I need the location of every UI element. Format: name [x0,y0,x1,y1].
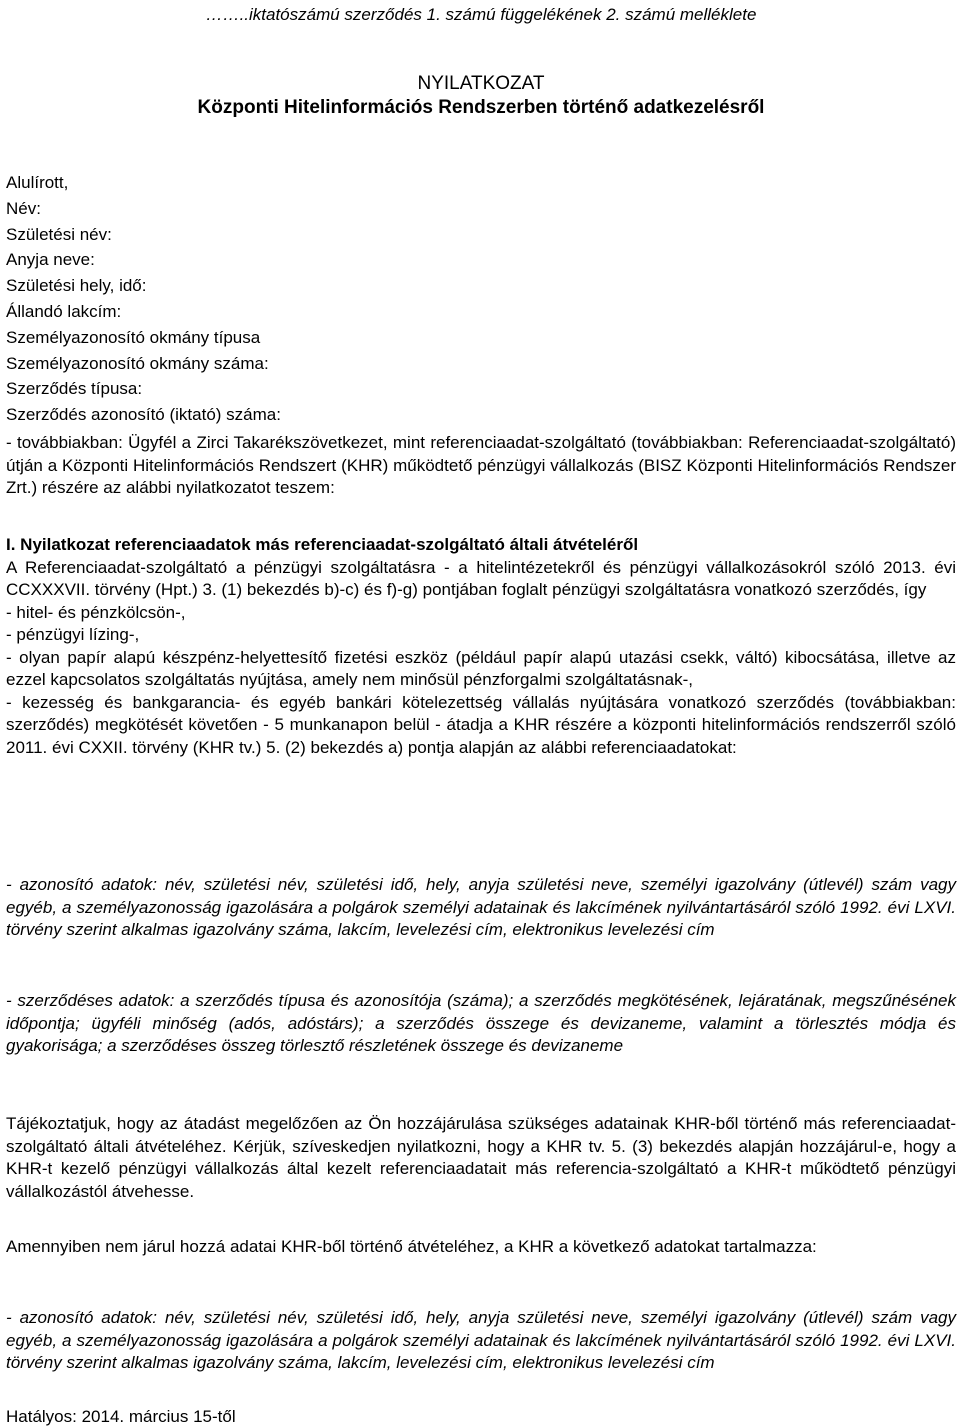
effective-date: Hatályos: 2014. március 15-től [6,1407,236,1426]
section-1-title: I. Nyilatkozat referenciaadatok más referenciaadat-szolgáltató általi átvételéről [6,535,639,554]
info-paragraph: Tájékoztatjuk, hogy az átadást megelőzően az Ön hozzájárulása szükséges adatainak KHR-ből történő más referenciaadat-szolgáltató általi átvételéhez. Kérjük, szíveskedjen nyilatkozni, hogy a KHR tv. 5. (3) bekezdés alapján hozzájárul-e, hogy a KHR-t kezelő pénzügyi vállalkozás által kezelt referenciaadatait más referencia-szolgáltató a KHR-t működtető pénzügyi vállalkozástól átvehesse. [6,1114,956,1201]
personal-data-fields [6,170,281,428]
field-label: Születési hely, idő: [6,276,147,296]
section-1-item: - olyan papír alapú készpénz-helyettesítő fizetési eszköz (például papír alapú utazási csekk, váltó) kibocsátása, illetve az ezzel kapcsolatos szolgáltatás nyújtása, amely nem minősül pénzforgalmi szolgáltatásnak-, [6,647,956,689]
field-label: Alulírott, [6,173,69,192]
contract-data-item: - szerződéses adatok: a szerződés típusa és azonosítója (száma); a szerződés megkötésének, lejáratának, megszűnésének időpontja; ügyféli minőség (adós, adóstárs); a szerződés összege és devizaneme, valamint a törlesztés módja és gyakorisága; a szerződéses összeg törlesztő részletének összege és devizaneme [6,991,956,1055]
intro-paragraph: - továbbiakban: Ügyfél a Zirci Takarékszövetkezet, mint referenciaadat-szolgáltató (továbbiakban: Referenciaadat-szolgáltató) útján a Központi Hitelinformációs Rendszert (KHR) működtető pénzügyi vállalkozás (BISZ Központi Hitelinformációs Rendszer Zrt.) részére az alábbi nyilatkozatot teszem: [6,433,956,497]
identification-data-item: - azonosító adatok: név, születési név, születési idő, hely, anyja születési neve, személyi igazolvány (útlevél) szám vagy egyéb, a személyazonosság igazolására a polgárok személyi adatainak és lakcímének nyilvántartásáról szóló 1992. évi LXVI. törvény szerint alkalmas igazolvány száma, lakcím, levelezési cím, elektronikus levelezési cím [6,875,956,939]
field-label: Személyazonosító okmány típusa [6,327,261,347]
title-line-1: NYILATKOZAT [417,73,545,94]
title-line-2: Központi Hitelinformációs Rendszerben történő adatkezelésről [197,97,765,118]
field-label: Szerződés típusa: [6,379,143,399]
section-1-item: - kezesség és bankgarancia- és egyéb bankári kötelezettség vállalás nyújtására vonatkozó szerződés (továbbiakban: szerződés) megkötését követően - 5 munkanapon belül - átadja a KHR részére a központi hitelinformációs rendszerről szóló 2011. évi CXXII. törvény (KHR tv.) 5. (2) bekezdés a) pontja alapján az alábbi referenciaadatokat: [6,692,956,757]
field-label: Anyja neve: [6,250,95,270]
section-1-text: A Referenciaadat-szolgáltató a pénzügyi szolgáltatásra - a hitelintézetekről és pénzügyi vállalkozásokról szóló 2013. évi CCXXXVII. törvény (Hpt.) 3. (1) bekezdés b)-c) és f)-g) pontjában foglalt pénzügyi szolgáltatásra vonatkozó szerződés, így [6,557,956,599]
field-label: Állandó lakcím: [6,301,122,321]
field-label: Név: [6,198,41,218]
identification-data-item-2: - azonosító adatok: név, születési név, születési idő, hely, anyja születési neve, személyi igazolvány (útlevél) szám vagy egyéb, a személyazonosság igazolására a polgárok személyi adatainak és lakcímének nyilvántartásáról szóló 1992. évi LXVI. törvény szerint alkalmas igazolvány száma, lakcím, levelezési cím, elektronikus levelezési cím [6,1308,956,1372]
field-label: Személyazonosító okmány száma: [6,353,269,373]
field-label: Születési név: [6,224,112,244]
refusal-paragraph: Amennyiben nem járul hozzá adatai KHR-ből történő átvételéhez, a KHR a következő adatokat tartalmazza: [6,1237,817,1256]
section-1 [6,534,956,759]
section-1-item: - pénzügyi lízing-, [6,625,140,644]
document-reference: ……..iktatószámú szerződés 1. számú függelékének 2. számú melléklete [205,5,757,24]
section-1-item: - hitel- és pénzkölcsön-, [6,602,186,622]
field-label: Szerződés azonosító (iktató) száma: [6,405,281,425]
document-title [6,72,956,120]
